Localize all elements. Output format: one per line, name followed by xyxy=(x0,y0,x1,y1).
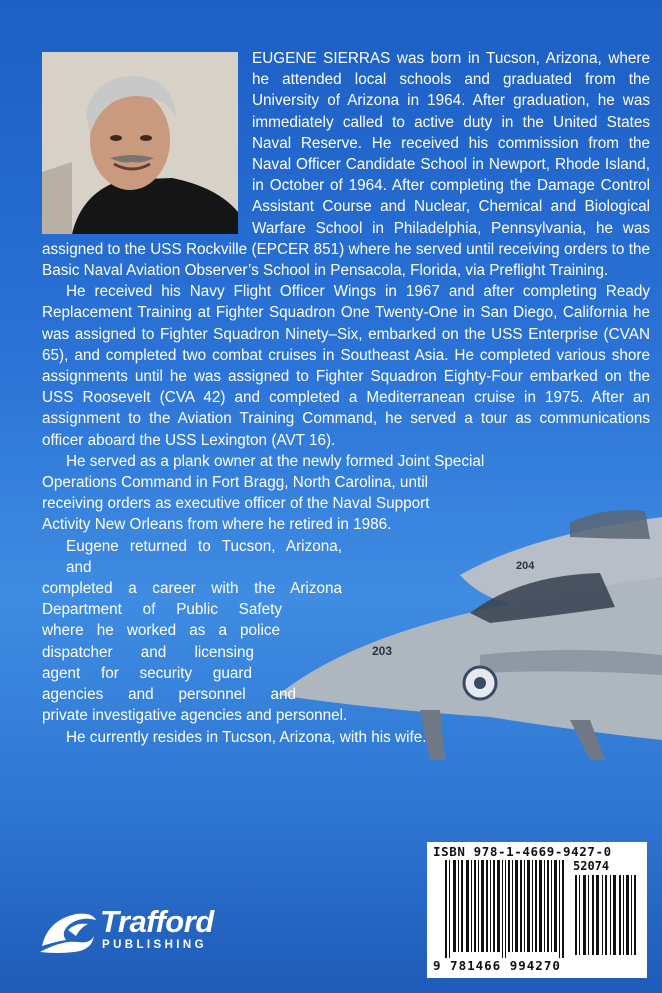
bio-p4-line: agent for security guard xyxy=(42,664,252,682)
bio-p3-line: receiving orders as executive officer of the Naval Support xyxy=(42,495,430,513)
price-barcode-bars xyxy=(575,875,637,955)
price-code: 52074 xyxy=(573,859,610,873)
jet-tail-number-203: 203 xyxy=(372,644,393,658)
bio-p4-line: dispatcher and licensing xyxy=(42,643,254,661)
bio-paragraph-2: He received his Navy Flight Officer Wings in 1967 and after completing Ready Replacement Training at Fighter Squadron One Twenty-One in San Diego, California he was assigned to Fighter Squadron Ninety–Six, embarked on the USS Enterprise (CVAN 65), and completed two combat cruises in Southeast Asia. He completed various shore assignments until he was assigned to Fighter Squadron Eighty-Four embarked on the USS Roosevelt (CVA 42) and completed a Mediterranean cruise in 1975. After an assignment to the Aviation Training Command, he served a tour as communications officer aboard the USS Lexington (AVT 16). xyxy=(42,283,650,449)
isbn-barcode xyxy=(427,842,647,978)
wave-logo-icon xyxy=(38,906,98,956)
publisher-logo xyxy=(38,904,278,960)
jet-tail-number-204: 204 xyxy=(516,560,535,572)
bio-paragraph-5: He currently resides in Tucson, Arizona, with his wife. xyxy=(66,728,427,746)
bio-p3-line: Activity New Orleans from where he retired in 1986. xyxy=(42,516,392,534)
photo-spacer xyxy=(42,48,252,236)
bio-p4-line: Eugene returned to Tucson, Arizona, and xyxy=(66,537,342,576)
bio-p4-line: completed a career with the Arizona xyxy=(42,580,342,598)
bio-p4-line: private investigative agencies and personnel. xyxy=(42,707,348,725)
bio-p4-line: Department of Public Safety xyxy=(42,601,282,619)
bio-p4-line: agencies and personnel and xyxy=(42,686,296,704)
isbn-number: ISBN 978-1-4669-9427-0 xyxy=(433,844,612,859)
bio-paragraph-4 xyxy=(42,536,650,727)
bio-p3-line: Operations Command in Fort Bragg, North Carolina, until xyxy=(42,474,428,492)
publisher-name: Trafford xyxy=(100,904,214,939)
bio-paragraph-3 xyxy=(42,451,650,536)
barcode-bars xyxy=(445,860,565,958)
bio-p3-line: He served as a plank owner at the newly formed Joint Special xyxy=(66,452,485,470)
author-bio xyxy=(42,48,650,748)
ean-number: 9 781466 994270 xyxy=(433,958,561,973)
bio-p4-line: where he worked as a police xyxy=(42,622,280,640)
publisher-sub: PUBLISHING xyxy=(102,939,207,951)
bio-paragraph-1: EUGENE SIERRAS was born in Tucson, Arizona, where he attended local schools and graduated from the University of Arizona in 1964. After graduation, he was immediately called to active duty in the United States Naval Reserve. He received his commission from the Naval Officer Candidate School in Newport, Rhode Island, in October of 1964. After completing the Damage Control Assistant Course and Nuclear, Chemical and Biological Warfare School in Philadelphia, Pennsylvania, he was assigned to the USS Rockville (EPCER 851) where he served until receiving orders to the Basic Naval Aviation Observer’s School in Pensacola, Florida, via Preflight Training. xyxy=(42,50,650,280)
